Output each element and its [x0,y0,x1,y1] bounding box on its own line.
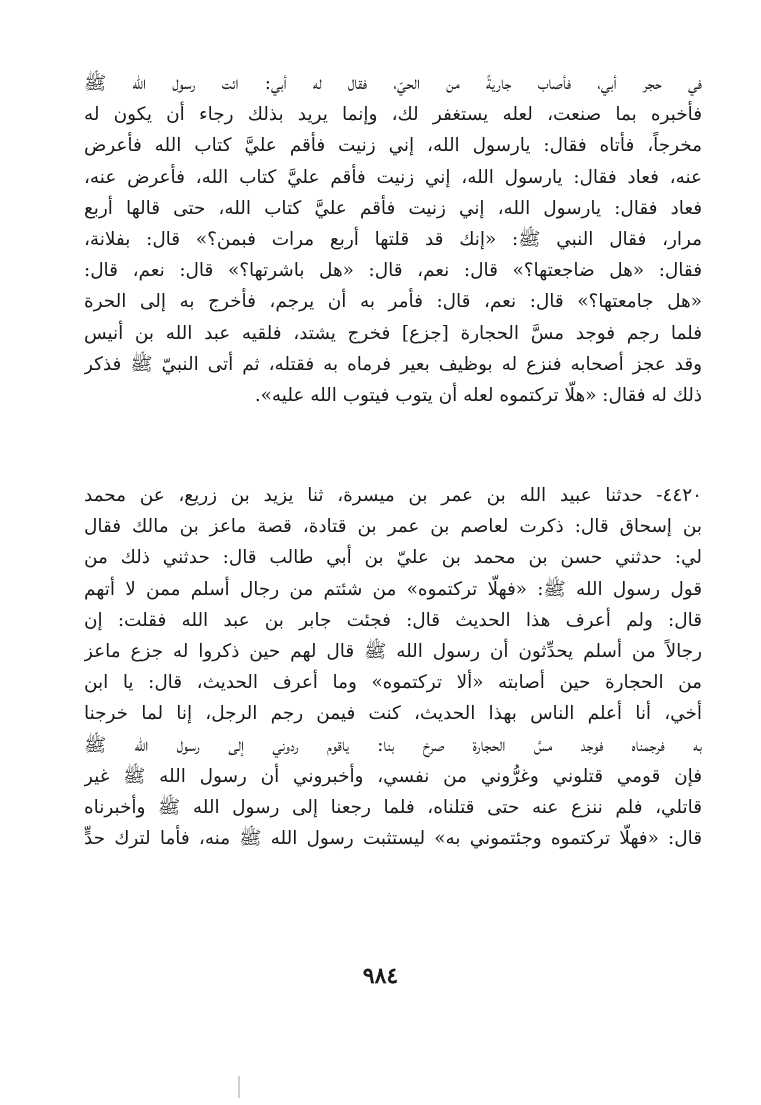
text-line: قول رسول الله ﷺ: «فهلّا تركتموه» من شئتم من رجال أسلم ممن لا أتهم [84,578,702,600]
paragraph-hadith-continuation [84,68,702,411]
text-line: بن إسحاق قال: ذكرت لعاصم بن عمر بن قتادة، قصة ماعز بن مالك فقال [84,516,702,538]
text-line: قال: ولم أعرف هذا الحديث قال: فجئت جابر بن عبد الله فقلت: إن [84,609,702,631]
text-line: وقد عجز أصحابه فنزع له بوظيف بعير فرماه به فقتله، ثم أتى النبيّ ﷺ فذكر [84,353,702,375]
text-line: مرار، فقال النبي ﷺ: «إنك قد قلتها أربع مرات فبمن؟» قال: بفلانة، [84,228,702,250]
text-line: فقال: «هل ضاجعتها؟» قال: نعم، قال: «هل باشرتها؟» قال: نعم، قال: [84,260,702,282]
scan-artifact [238,1076,240,1098]
paragraph-hadith-4420 [84,480,702,854]
text-line: رجالاً من أسلم يحدِّثون أن رسول الله ﷺ قال لهم حين ذكروا له جزع ماعز [84,640,702,662]
text-line: به فرجمناه فوجد مسَّ الحجارة صرخ بنا: ياقوم ردوني إلى رسول الله ﷺ [84,734,702,756]
text-line: فأخبره بما صنعت، لعله يستغفر لك، وإنما يريد بذلك رجاء أن يكون له [84,104,702,126]
text-line: «هل جامعتها؟» قال: نعم، قال: فأمر به أن يرجم، فأخرج به إلى الحرة [84,291,702,313]
text-line: في حجر أبي، فأصاب جاريةً من الحيّ، فقال له أبي: ائت رسول الله ﷺ [84,73,702,94]
text-line: عنه، فعاد فقال: يارسول الله، إني زنيت فأقم عليَّ كتاب الله، فأعرض عنه، [84,166,702,188]
text-line: ٤٤٢٠- حدثنا عبيد الله بن عمر بن ميسرة، ثنا يزيد بن زريع، عن محمد [84,485,702,506]
text-line: فإن قومي قتلوني وغرُّوني من نفسي، وأخبروني أن رسول الله ﷺ غير [84,765,702,787]
text-line: فلما رجم فوجد مسَّ الحجارة [جزع] فخرج يشتد، فلقيه عبد الله بن أنيس [84,322,702,344]
page-number: ٩٨٤ [362,963,399,989]
text-line: ذلك له فقال: «هلّا تركتموه لعله أن يتوب فيتوب الله عليه». [254,384,702,406]
text-line: فعاد فقال: يارسول الله، إني زنيت فأقم عليَّ كتاب الله، حتى قالها أربع [84,197,702,219]
text-line: لي: حدثني حسن بن محمد بن عليّ بن أبي طالب قال: حدثني ذلك من [84,547,702,569]
text-line: قال: «فهلّا تركتموه وجئتموني به» ليستثبت رسول الله ﷺ منه، فأما لترك حدٍّ [84,828,702,850]
text-line: من الحجارة حين أصابته «ألا تركتموه» وما أعرف الحديث، قال: يا ابن [84,672,702,694]
text-line: قاتلي، فلم ننزع عنه حتى قتلناه، فلما رجعنا إلى رسول الله ﷺ وأخبرناه [84,796,702,818]
text-line: أخي، أنا أعلم الناس بهذا الحديث، كنت فيمن رجم الرجل، إنا لما خرجنا [84,703,702,725]
text-line: مخرجاً، فأتاه فقال: يارسول الله، إني زنيت فأقم عليَّ كتاب الله فأعرض [84,135,702,157]
